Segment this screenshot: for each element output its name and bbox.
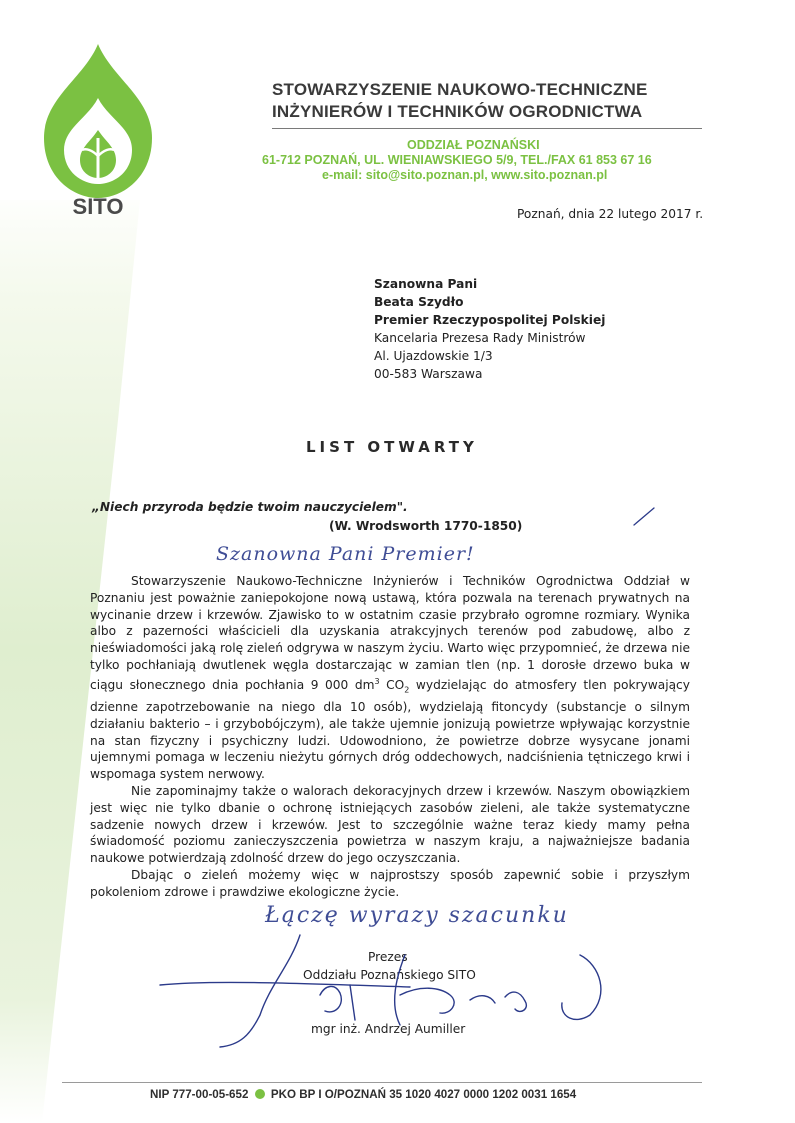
logo-text: SITO — [72, 194, 124, 218]
recipient-name: Beata Szydło — [374, 295, 464, 309]
letterhead-divider — [272, 128, 702, 129]
body-paragraph-1: Stowarzyszenie Naukowo-Techniczne Inżynierów i Techników Ogrodnictwa Oddział w Poznaniu jest poważnie zaniepokojone nową ustawą, która pozwala na terenach prywatnych na wycinanie drzew i krzewów. Zjawisko to w ostatnim czasie przybrało ogromne rozmiary. Wynika albo z pazerności właścicieli dla uzyskania atrakcyjnych terenów pod zabudowę, albo z nieświadomości jaką rolę zieleń odgrywa w naszym życiu. Warto więc przypomnieć, że drzewa nie tylko pochłaniają dwutlenek węgla dostarczając w zamian tlen (np. 1 dorosłe drzewo buka w ciągu słonecznego dnia pochłania 9 000 $dm^3$ $CO_2$ wydzielając do atmosfery tlen pokrywający dzienne zapotrzebowanie na niego dla 10 osób), wydzielają fitoncydy (substancje o silnym działaniu bakterio – i grzybobójczym), ale także ujemnie jonizują powietrze wpływając korzystnie na stan fizyczny i psychiczny ludzi. Udowodniono, że powietrze dobrze wysycane jonami ujemnymi pomaga w leczeniu nieżytu górnych dróg oddechowych, nadciśnienia tętniczego krwi i wspomaga system nerwowy. — [90, 574, 690, 782]
svg-text:Łączę wyrazy szacunku: Łączę wyrazy szacunku — [265, 903, 569, 928]
signer-role: Prezes — [368, 950, 408, 964]
letter-body — [90, 573, 690, 901]
recipient-title: Premier Rzeczypospolitej Polskiej — [374, 313, 606, 327]
letter-title: LIST OTWARTY — [306, 438, 478, 456]
sito-logo — [34, 38, 162, 218]
body-paragraph-3: Dbając o zieleń możemy więc w najprostszy sposób zapewnić sobie i przyszłym pokoleniom zdrowe i prawdziwe ekologiczne życie. — [90, 868, 690, 899]
recipient-street: Al. Ujazdowskie 1/3 — [374, 349, 493, 363]
pen-mark — [630, 505, 660, 529]
svg-text:Szanowna Pani Premier!: Szanowna Pani Premier! — [216, 543, 475, 565]
org-name-line1: STOWARZYSZENIE NAUKOWO-TECHNICZNE — [272, 80, 648, 99]
handwritten-greeting — [210, 538, 610, 568]
footer — [150, 1088, 576, 1101]
org-name-line2: INŻYNIERÓW I TECHNIKÓW OGRODNICTWA — [272, 102, 643, 121]
quote-text: „Niech przyroda będzie twoim nauczycielem". — [92, 500, 408, 514]
recipient-city: 00-583 Warszawa — [374, 367, 483, 381]
recipient-office: Kancelaria Prezesa Rady Ministrów — [374, 331, 586, 345]
date-line: Poznań, dnia 22 lutego 2017 r. — [517, 207, 704, 221]
recipient-salutation: Szanowna Pani — [374, 277, 478, 291]
footer-bank-account: PKO BP I O/POZNAŃ 35 1020 4027 0000 1202 0031 1654 — [270, 1088, 577, 1101]
footer-nip: NIP 777-00-05-652 — [150, 1088, 249, 1101]
branch-contact: e-mail: sito@sito.poznan.pl, www.sito.poznan.pl — [322, 168, 608, 182]
body-paragraph-2: Nie zapominajmy także o walorach dekoracyjnych drzew i krzewów. Naszym obowiązkiem jest więc nie tylko dbanie o ochronę istniejących zasobów zieleni, ale także systematyczne sadzenie nowych drzew i krzewów. Jest to szczególnie ważne teraz kiedy mamy pełna świadomość poziomu zanieczyszczenia powietrza w naszym kraju, a najważniejsze badania naukowe potwierdzają zdolność drzew do jego oczyszczania. — [90, 784, 690, 866]
bullet-dot-icon — [255, 1089, 265, 1099]
signer-name: mgr inż. Andrzej Aumiller — [311, 1022, 466, 1036]
quote-attribution: (W. Wrodsworth 1770-1850) — [329, 519, 523, 533]
signer-organization: Oddziału Poznańskiego SITO — [303, 968, 476, 982]
branch-address: 61-712 POZNAŃ, UL. WIENIAWSKIEGO 5/9, TEL./FAX 61 853 67 16 — [262, 153, 652, 167]
footer-divider — [62, 1082, 702, 1083]
branch-name: ODDZIAŁ POZNAŃSKI — [407, 138, 540, 152]
